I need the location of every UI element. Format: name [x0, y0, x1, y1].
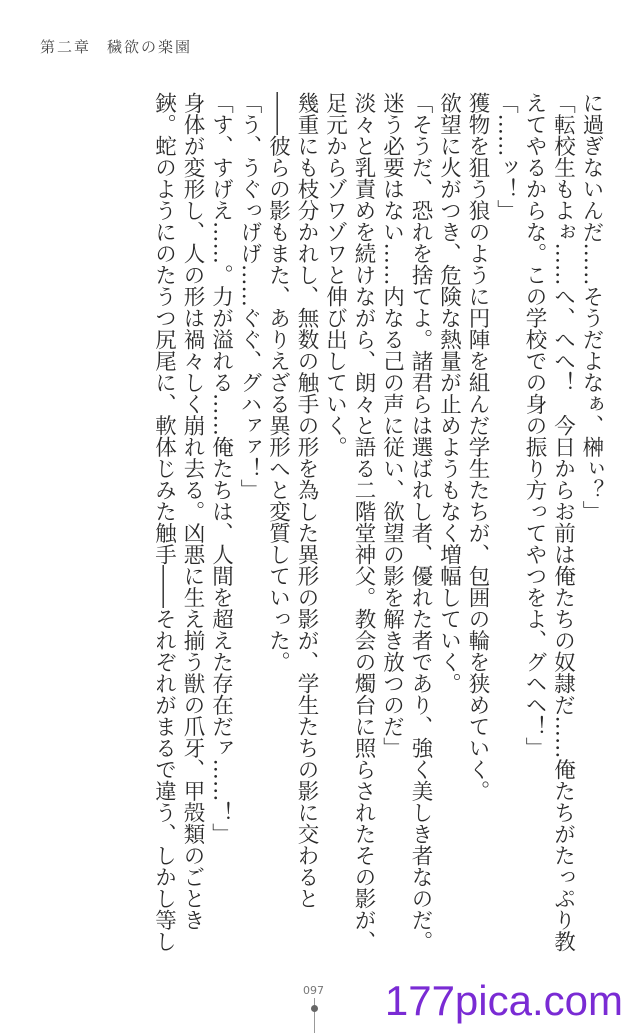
watermark: 177pica.com [384, 977, 623, 1024]
text-line: 欲望に火がつき、危険な熱量が止めようもなく増幅していく。 [436, 92, 462, 694]
text-line: 幾重にも枝分かれし、無数の触手の形を為した異形の影が、学生たちの影に交わると [294, 92, 319, 909]
text-line: 鋏。蛇のようにのたうつ尻尾に、軟体じみた触手――それぞれがまるで違う、しかし等し [151, 92, 177, 952]
text-line: ――彼らの影もまた、ありえざる異形へと変質していった。 [265, 92, 291, 673]
text-line: 「う、うぐっげげ……ぐぐ、グハァァ！」 [237, 92, 262, 501]
text-line: 足元からゾワゾワと伸び出していく。 [322, 92, 348, 458]
page-divider [314, 998, 315, 1033]
text-line: 迷う必要はない……内なる己の声に従い、欲望の影を解き放つのだ」 [379, 92, 405, 759]
body-text [65, 92, 605, 952]
text-line: 獲物を狙う狼のように円陣を組んだ学生たちが、包囲の輪を狭めていく。 [465, 92, 490, 802]
text-line: えてやるからな。この学校での身の振り方ってやつをよ、グヘヘ！」 [522, 92, 547, 759]
page-number: 097 [303, 984, 324, 997]
chapter-header [40, 36, 192, 57]
text-line: に過ぎないんだ……そうだよなぁ、榊ぃ？」 [579, 92, 604, 522]
text-line: 身体が変形し、人の形は禍々しく崩れ去る。凶悪に生え揃う獣の爪牙、甲殻類のごとき [180, 92, 205, 931]
chapter-number: 第二章 [40, 38, 92, 56]
page-marker-dot [311, 1005, 318, 1012]
text-line: 「転校生もよぉ……へ、へへ！ 今日からお前は俺たちの奴隷だ……俺たちがたっぷり教 [550, 92, 576, 952]
text-line: 「……ッ！」 [493, 92, 519, 221]
text-line: 「す、すげえ……。力が溢れる……俺たちは、人間を超えた存在だァ……！」 [208, 92, 234, 845]
text-line: 淡々と乳責めを続けながら、朗々と語る二階堂神父。教会の燭台に照らされたその影が、 [351, 92, 376, 952]
chapter-title: 穢欲の楽園 [107, 38, 193, 56]
text-line: 「そうだ、恐れを捨てよ。諸君らは選ばれし者、優れた者であり、強く美しき者なのだ。 [408, 92, 433, 952]
